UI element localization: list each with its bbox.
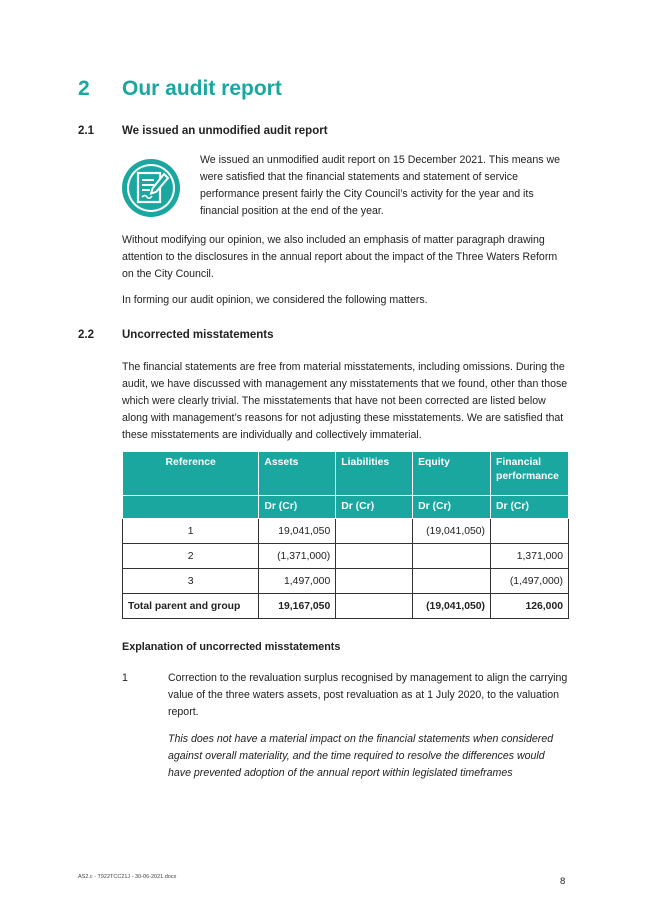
- emphasis-paragraph: Without modifying our opinion, we also included an emphasis of matter paragraph drawing attention to the disclosures in the annual report about the impact of the Three Waters Reform on the City Council.: [122, 234, 558, 280]
- section-title: Our audit report: [122, 77, 282, 100]
- subsection-number-2-1: 2.1: [78, 125, 94, 137]
- misstatements-paragraph: The financial statements are free from material misstatements, including omissions. During the audit, we have discussed with management any misstatements that we found, other than those which were clearly trivial. The misstatements that have not been corrected are listed below along with management’s reasons for not adjusting these misstatements. We are satisfied that these misstatements are individually and collectively immaterial.: [122, 361, 568, 441]
- cell-assets: (1,371,000): [259, 544, 336, 569]
- explanation-item-number: 1: [122, 672, 128, 684]
- header-equity: Equity: [413, 452, 491, 496]
- explanation-title: Explanation of uncorrected misstatements: [122, 641, 341, 653]
- page-number: 8: [560, 876, 566, 887]
- cell-financial-performance: [491, 519, 569, 544]
- cell-reference: 1: [123, 519, 259, 544]
- table-row: [123, 544, 569, 569]
- explanation-item-text: Correction to the revaluation surplus recognised by management to align the carrying value of the three waters assets, post revaluation as at 1 July 2020, to the valuation report.: [168, 672, 568, 718]
- section-number: 2: [78, 77, 90, 100]
- header-reference: Reference: [123, 452, 259, 496]
- cell-liabilities: [336, 569, 413, 594]
- cell-reference: 2: [123, 544, 259, 569]
- subheader-equity: Dr (Cr): [413, 496, 491, 519]
- cell-assets: 19,041,050: [259, 519, 336, 544]
- cell-equity: (19,041,050): [413, 519, 491, 544]
- cell-total-liabilities: [336, 594, 413, 619]
- subheader-assets: Dr (Cr): [259, 496, 336, 519]
- cell-financial-performance: (1,497,000): [491, 569, 569, 594]
- cell-liabilities: [336, 544, 413, 569]
- cell-equity: [413, 544, 491, 569]
- table-row: [123, 519, 569, 544]
- subsection-number-2-2: 2.2: [78, 329, 94, 341]
- cell-assets: 1,497,000: [259, 569, 336, 594]
- cell-total-equity: (19,041,050): [413, 594, 491, 619]
- cell-liabilities: [336, 519, 413, 544]
- cell-total-assets: 19,167,050: [259, 594, 336, 619]
- header-financial-performance: Financial performance: [491, 452, 569, 496]
- subheader-financial-performance: Dr (Cr): [491, 496, 569, 519]
- subsection-title-2-2: Uncorrected misstatements: [122, 329, 274, 341]
- opinion-matters-paragraph: In forming our audit opinion, we considered the following matters.: [122, 294, 428, 306]
- document-pen-icon: [120, 157, 182, 219]
- misstatements-table: [122, 451, 569, 619]
- explanation-item-reason: This does not have a material impact on the financial statements when considered against overall materiality, and the time required to resolve the differences would have prevented adoption of the annual report within legislated timeframes: [168, 733, 554, 779]
- cell-reference: 3: [123, 569, 259, 594]
- subheader-liabilities: Dr (Cr): [336, 496, 413, 519]
- cell-equity: [413, 569, 491, 594]
- audit-report-paragraph: We issued an unmodified audit report on 15 December 2021. This means we were satisfied that the financial statements and statement of service performance present fairly the City Council’s activity for the year and its financial position at the end of the year.: [200, 154, 561, 217]
- footer-document-reference: AS2.c - T922TCC21J - 30-06-2021.docx: [78, 874, 177, 880]
- cell-total-financial-performance: 126,000: [491, 594, 569, 619]
- table-row: [123, 569, 569, 594]
- cell-financial-performance: 1,371,000: [491, 544, 569, 569]
- subsection-title-2-1: We issued an unmodified audit report: [122, 125, 328, 137]
- table-total-row: [123, 594, 569, 619]
- header-liabilities: Liabilities: [336, 452, 413, 496]
- header-assets: Assets: [259, 452, 336, 496]
- cell-total-label: Total parent and group: [123, 594, 259, 619]
- subheader-reference: [123, 496, 259, 519]
